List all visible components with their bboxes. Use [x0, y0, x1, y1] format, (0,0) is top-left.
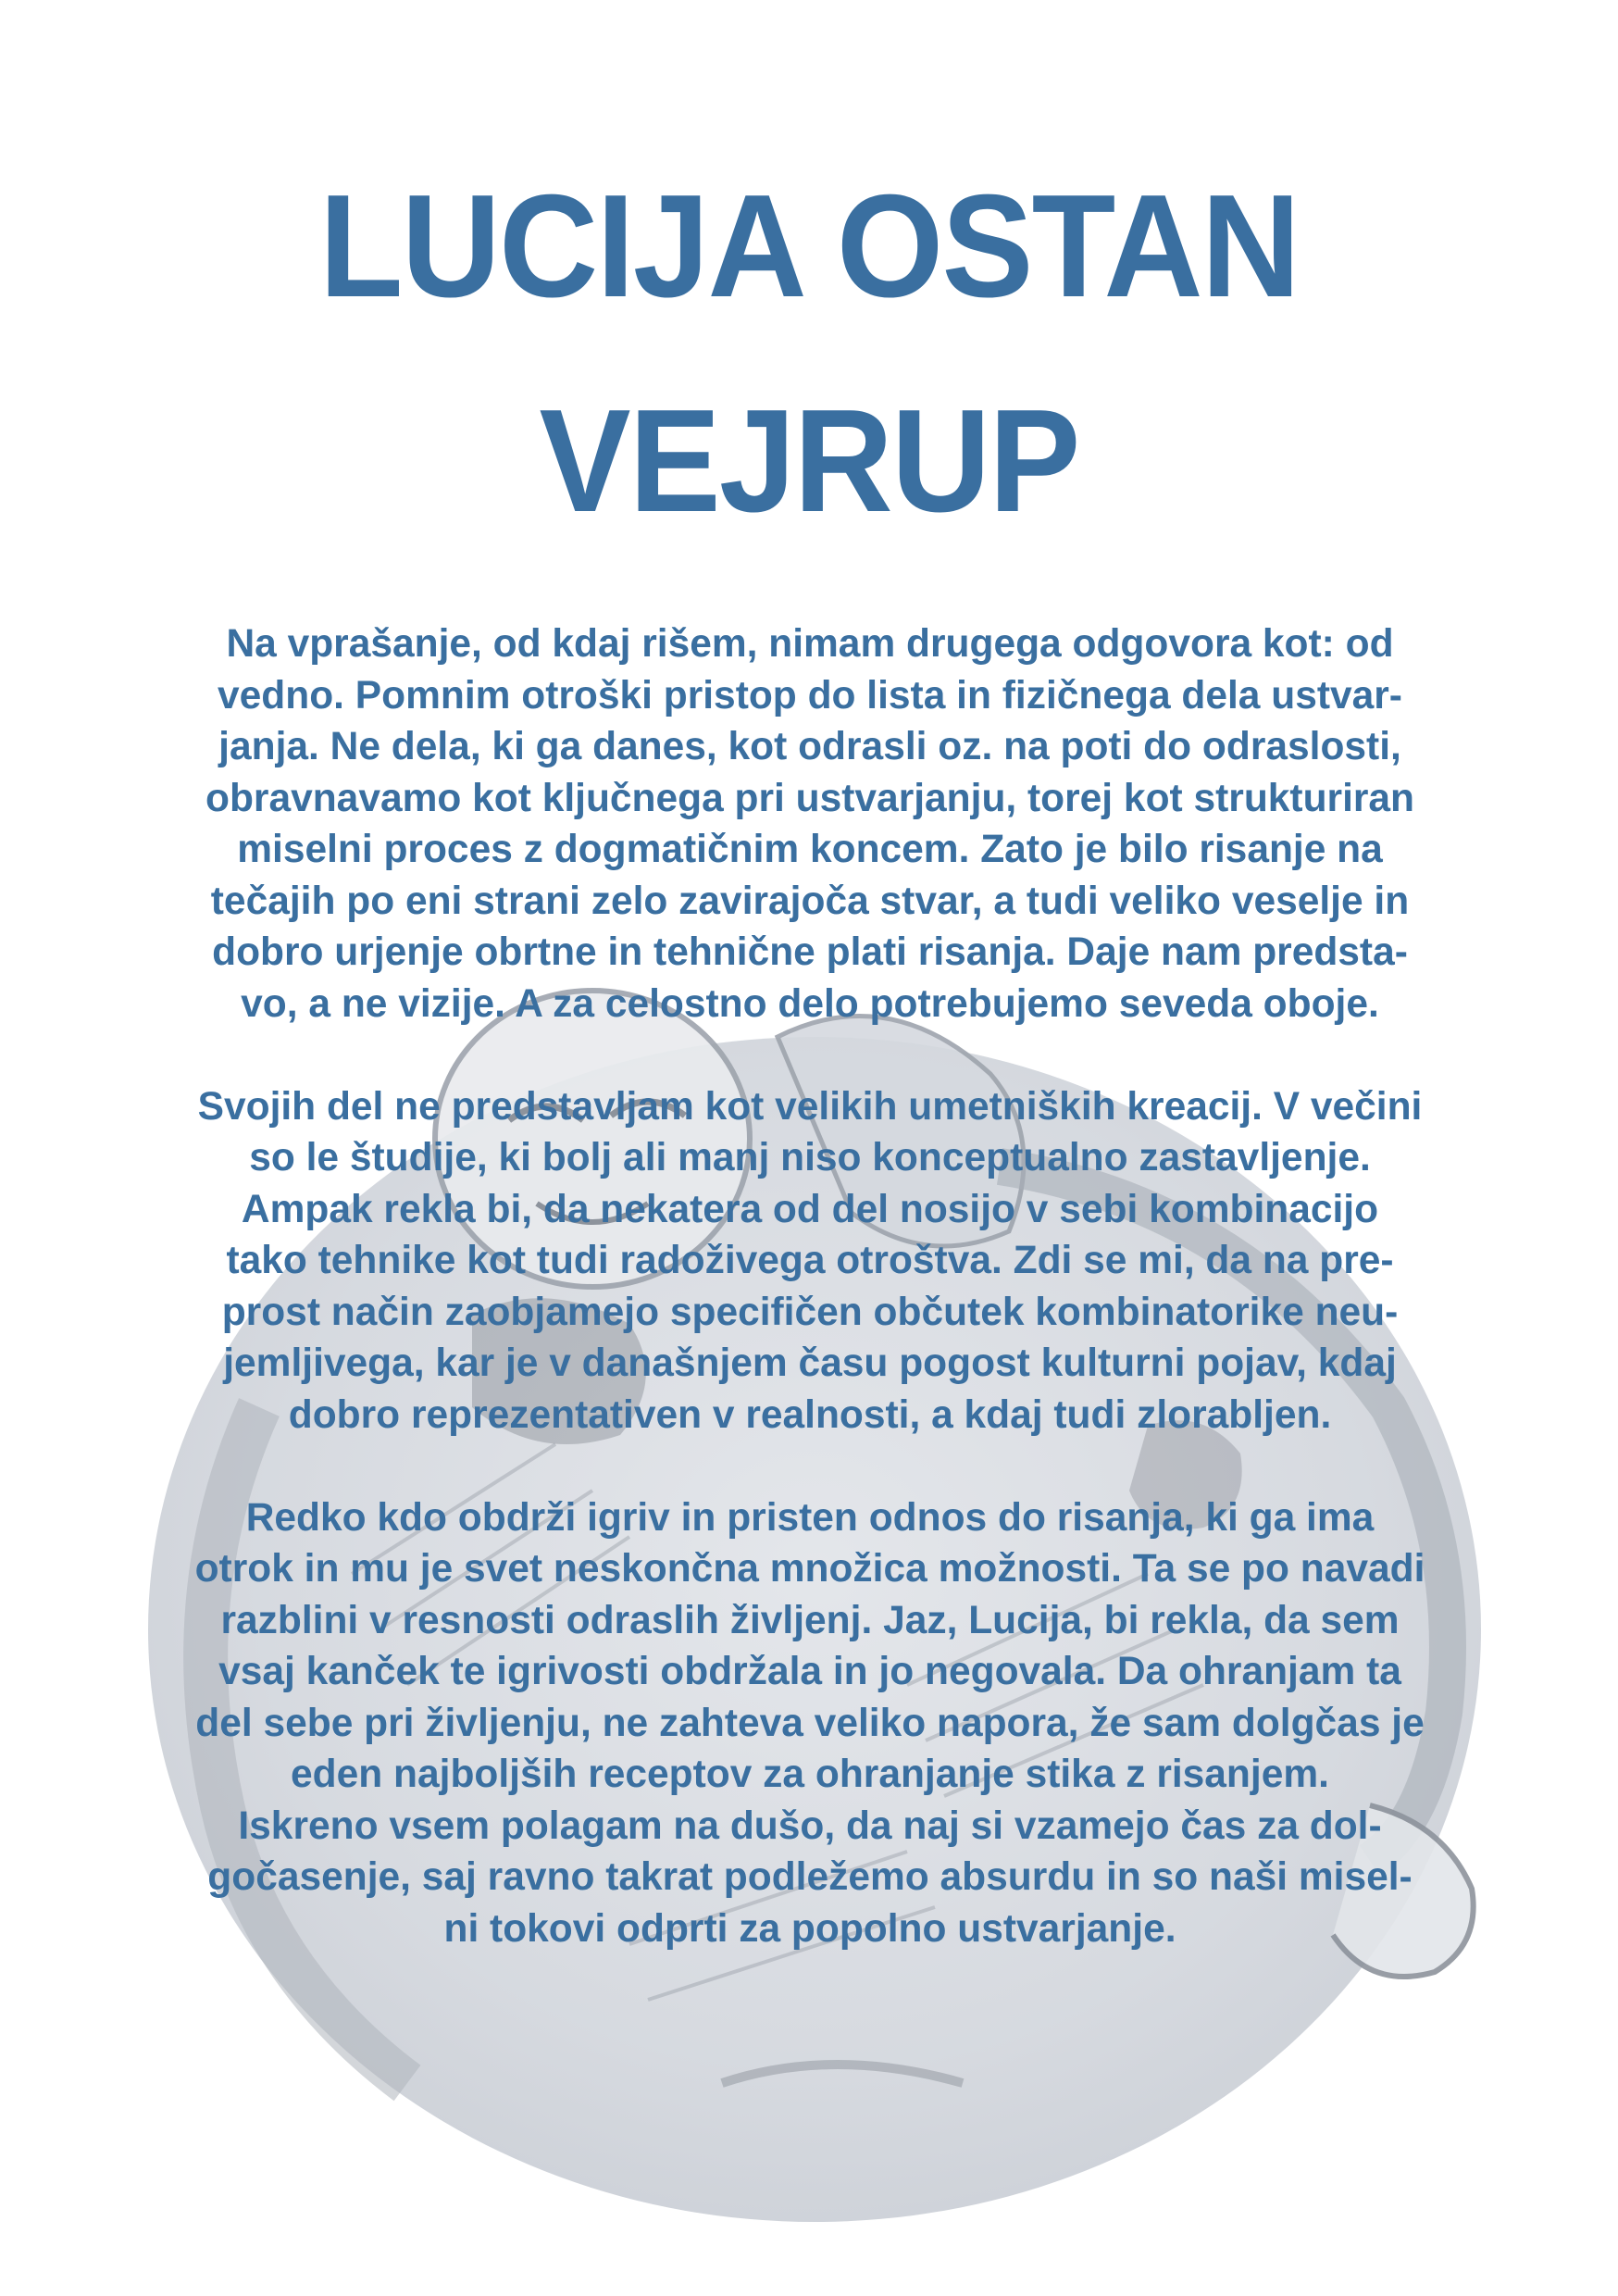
text-line: Svojih del ne predstavljam kot velikih umetniških kreacij. V večini	[197, 1084, 1423, 1129]
text-line: janja. Ne dela, ki ga danes, kot odrasli oz. na poti do odraslosti,	[218, 725, 1401, 768]
text-line: del sebe pri življenju, ne zahteva veliko napora, že sam dolgčas je	[195, 1701, 1425, 1745]
text-line: razblini v resnosti odraslih življenj. Jaz, Lucija, bi rekla, da sem	[220, 1598, 1400, 1642]
text-line: Iskreno vsem polagam na dušo, da naj si vzamejo čas za dol-	[238, 1803, 1382, 1848]
text-line: tako tehnike kot tudi radoživega otroštva. Zdi se mi, da na pre-	[226, 1239, 1394, 1282]
text-line: dobro urjenje obrtne in tehnične plati risanja. Daje nam predsta-	[212, 930, 1408, 974]
text-line: so le študije, ki bolj ali manj niso konceptualno zastavljenje.	[249, 1136, 1371, 1179]
text-line: dobro reprezentativen v realnosti, a kdaj tudi zlorabljen.	[288, 1392, 1332, 1437]
title-line-1: LUCIJA OSTAN	[318, 165, 1300, 328]
body-text	[88, 618, 1532, 1954]
page-title	[48, 139, 1569, 568]
text-line: miselni proces z dogmatičnim koncem. Zato je bilo risanje na	[237, 828, 1383, 871]
paragraph-2	[88, 1081, 1532, 1441]
text-line: Na vprašanje, od kdaj rišem, nimam drugega odgovora kot: od	[226, 622, 1394, 666]
text-line: prost način zaobjamejo specifičen občutek kombinatorike neu-	[221, 1290, 1399, 1334]
text-line: tečajih po eni strani zelo zavirajoča stvar, a tudi veliko veselje in	[210, 879, 1410, 923]
text-line: obravnavamo kot ključnega pri ustvarjanju, torej kot strukturiran	[205, 776, 1415, 820]
text-line: vedno. Pomnim otroški pristop do lista in fizičnega dela ustvar-	[218, 673, 1402, 718]
text-line: jemljivega, kar je v današnjem času pogost kulturni pojav, kdaj	[223, 1341, 1397, 1385]
text-line: vo, a ne vizije. A za celostno delo potrebujemo seveda oboje.	[241, 981, 1379, 1026]
paragraph-1	[88, 618, 1532, 1029]
title-line-2: VEJRUP	[539, 380, 1079, 543]
text-line: ni tokovi odprti za popolno ustvarjanje.	[443, 1906, 1176, 1951]
text-line: Redko kdo obdrži igriv in pristen odnos do risanja, ki ga ima	[245, 1495, 1375, 1540]
text-line: otrok in mu je svet neskončna množica možnosti. Ta se po navadi	[194, 1547, 1425, 1591]
paragraph-3	[88, 1492, 1532, 1955]
text-line: eden najboljših receptov za ohranjanje stika z risanjem.	[291, 1753, 1329, 1796]
text-line: gočasenje, saj ravno takrat podležemo absurdu in so naši misel-	[207, 1855, 1413, 1899]
text-line: Ampak rekla bi, da nekatera od del nosijo v sebi kombinacijo	[241, 1187, 1379, 1231]
text-line: vsaj kanček te igrivosti obdržala in jo negovala. Da ohranjam ta	[218, 1650, 1401, 1693]
